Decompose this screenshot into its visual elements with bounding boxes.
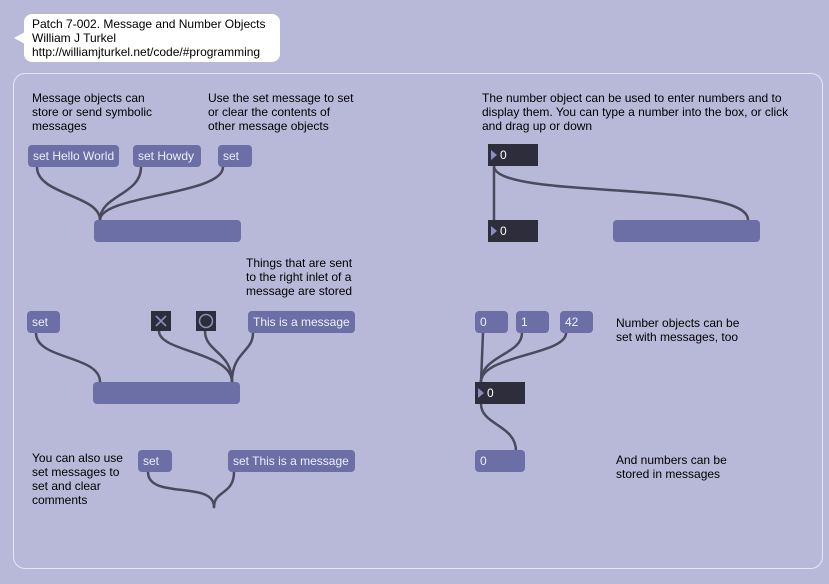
message-target-1[interactable] xyxy=(94,220,241,242)
toggle-object[interactable] xyxy=(151,311,171,331)
comment-set-clear: Use the set message to set or clear the contents of other message objects xyxy=(208,91,354,133)
comment-also-use: You can also use set messages to set and clear comments xyxy=(32,451,123,507)
header-author: William J Turkel xyxy=(32,31,117,45)
patch-cord xyxy=(205,331,232,382)
patch-cord xyxy=(37,167,100,220)
number-inlet-triangle-icon xyxy=(478,388,484,398)
number-box-display[interactable] xyxy=(488,220,538,242)
comment-message-store: Message objects can store or send symbolic messages xyxy=(32,91,153,133)
patch-cord xyxy=(148,472,214,507)
message-one[interactable]: 1 xyxy=(516,311,549,333)
message-number-stored[interactable]: 0 xyxy=(475,450,525,472)
message-set-howdy[interactable]: set Howdy xyxy=(133,145,201,167)
message-this-is-a-message[interactable]: This is a message xyxy=(248,311,355,333)
patch-cord xyxy=(232,333,253,382)
message-set[interactable]: set xyxy=(218,145,252,167)
patch-cord xyxy=(214,472,234,507)
comment-number-use: The number object can be used to enter numbers and to display them. You can type a number into the box, or click and drag up or down xyxy=(482,91,789,133)
patch-cord xyxy=(481,333,566,382)
circle-icon xyxy=(196,311,216,331)
message-zero[interactable]: 0 xyxy=(475,311,508,333)
number-box-set[interactable] xyxy=(475,382,525,404)
comment-number-set: Number objects can be set with messages, too xyxy=(616,316,740,344)
comment-numbers-stored: And numbers can be stored in messages xyxy=(616,453,727,481)
message-set-hello-world[interactable]: set Hello World xyxy=(28,145,119,167)
header-url: http://williamjturkel.net/code/#programming xyxy=(32,45,261,59)
patch-cord xyxy=(494,166,748,220)
number-inlet-triangle-icon xyxy=(491,226,497,236)
number-value: 0 xyxy=(500,224,507,238)
number-value: 0 xyxy=(500,148,507,162)
patch-cord xyxy=(36,333,100,382)
message-target-number[interactable] xyxy=(613,220,760,242)
message-set[interactable]: set xyxy=(27,311,60,333)
bang-button-object[interactable] xyxy=(196,311,216,331)
message-forty-two[interactable]: 42 xyxy=(560,311,593,333)
header-title: Patch 7-002. Message and Number Objects xyxy=(32,17,266,31)
patch-cord xyxy=(100,167,223,220)
x-icon xyxy=(151,311,171,331)
number-box-input[interactable] xyxy=(488,144,538,166)
message-set-comment[interactable]: set xyxy=(138,450,172,472)
number-inlet-triangle-icon xyxy=(491,150,497,160)
patch-cord xyxy=(481,404,516,451)
message-target-2[interactable] xyxy=(93,382,240,404)
comment-right-inlet: Things that are sent to the right inlet of a message are stored xyxy=(246,256,353,298)
number-value: 0 xyxy=(487,386,494,400)
message-set-this-is-a-message[interactable]: set This is a message xyxy=(228,450,355,472)
